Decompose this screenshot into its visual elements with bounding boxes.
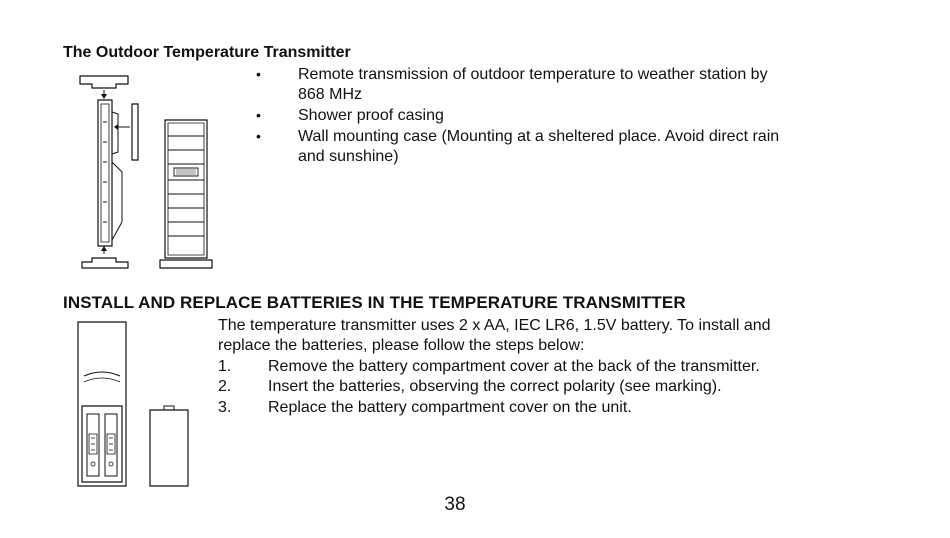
install-intro-line-2: replace the batteries, please follow the steps below: (218, 337, 585, 354)
bullet-marker: • (256, 128, 261, 144)
bullet-marker: • (256, 66, 261, 82)
step-number: 3. (218, 399, 232, 416)
bullet-item-3-line-2: and sunshine) (298, 148, 399, 165)
step-number: 1. (218, 358, 232, 375)
page-number: 38 (444, 494, 466, 515)
step-1-text: Remove the battery compartment cover at the back of the transmitter. (268, 358, 760, 375)
bullet-item-2: Shower proof casing (298, 107, 444, 124)
bullet-item-1-line-1: Remote transmission of outdoor temperature to weather station by (298, 66, 768, 83)
bullet-item-3-line-1: Wall mounting case (Mounting at a sheltered place. Avoid direct rain (298, 128, 780, 145)
step-3-text: Replace the battery compartment cover on the unit. (268, 399, 632, 416)
bullet-marker: • (256, 107, 261, 123)
section-title-install-batteries: INSTALL AND REPLACE BATTERIES IN THE TEMPERATURE TRANSMITTER (63, 293, 686, 312)
step-2-text: Insert the batteries, observing the correct polarity (see marking). (268, 378, 722, 395)
section-title-transmitter: The Outdoor Temperature Transmitter (63, 44, 351, 61)
battery-compartment-illustration (74, 318, 200, 490)
bullet-item-1-line-2: 868 MHz (298, 86, 363, 103)
install-intro-line-1: The temperature transmitter uses 2 x AA, IEC LR6, 1.5V battery. To install and (218, 317, 771, 334)
step-number: 2. (218, 378, 232, 395)
transmitter-mounting-illustration (70, 72, 230, 272)
